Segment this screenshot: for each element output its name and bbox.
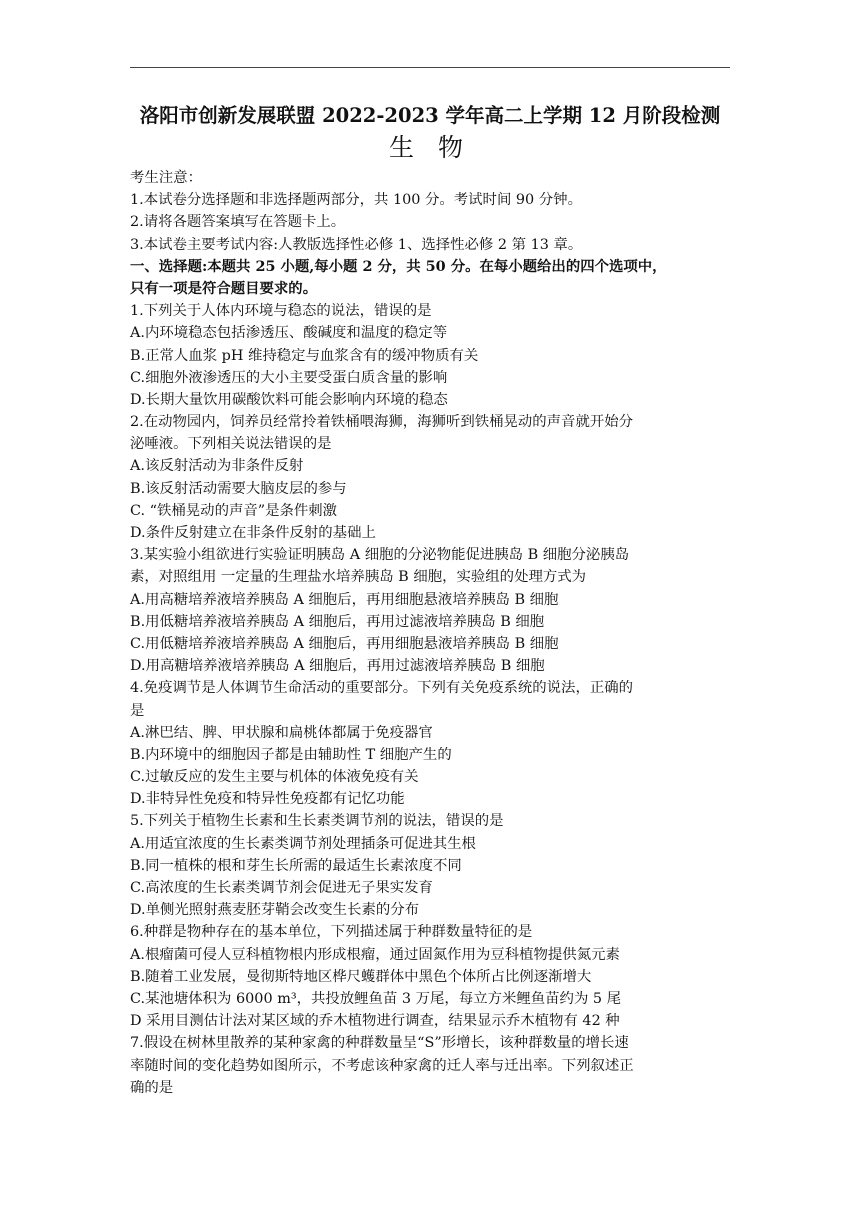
answer-option: C. “铁桶晃动的声音”是条件刺激 [130, 502, 338, 519]
question-stem: 6.种群是物种存在的基本单位，下列描述属于种群数量特征的是 [130, 924, 533, 941]
question-stem: 1.下列关于人体内环境与稳态的说法，错误的是 [130, 303, 432, 320]
answer-option: B.该反射活动需要大脑皮层的参与 [130, 480, 347, 497]
answer-option: A.内环境稳态包括渗透压、酸碱度和温度的稳定等 [130, 325, 448, 342]
answer-option: B.内环境中的细胞因子都是由辅助性 T 细胞产生的 [130, 746, 452, 763]
question-stem: 泌唾液。下列相关说法错误的是 [130, 436, 332, 453]
exam-body [130, 167, 735, 1099]
question-stem: 2.在动物园内，饲养员经常拎着铁桶喂海狮，海狮听到铁桶晃动的声音就开始分 [130, 414, 634, 431]
answer-option: A.淋巴结、脾、甲状腺和扁桃体都属于免疫器官 [130, 724, 433, 741]
answer-option: C.某池塘体积为 6000 m³，共投放鲤鱼苗 3 万尾，每立方米鲤鱼苗约为 5 尾 [130, 990, 622, 1007]
subject-title: 生 物 [389, 133, 471, 162]
question-3 [130, 544, 735, 677]
answer-option: C.高浓度的生长素类调节剂会促进无子果实发育 [130, 880, 433, 896]
question-stem: 4.免疫调节是人体调节生命活动的重要部分。下列有关免疫系统的说法，正确的 [130, 680, 634, 697]
answer-option: B.随着工业发展，曼彻斯特地区桦尺蠖群体中黑色个体所占比例逐渐增大 [130, 968, 592, 985]
answer-option: C.用低糖培养液培养胰岛 A 细胞后，再用细胞悬液培养胰岛 B 细胞 [130, 635, 559, 652]
answer-option: D.非特异性免疫和特异性免疫都有记忆功能 [130, 791, 405, 808]
answer-option: B.正常人血浆 pH 维持稳定与血浆含有的缓冲物质有关 [130, 347, 479, 364]
exam-title: 洛阳市创新发展联盟 2022-2023 学年高二上学期 12 月阶段检测 [139, 104, 721, 127]
question-4 [130, 677, 735, 810]
question-2 [130, 411, 735, 544]
answer-option: A.该反射活动为非条件反射 [130, 458, 304, 475]
notice-item: 1.本试卷分选择题和非选择题两部分，共 100 分。考试时间 90 分钟。 [130, 192, 582, 209]
answer-option: D.单侧光照射燕麦胚芽鞘会改变生长素的分布 [130, 902, 420, 919]
answer-option: D.用高糖培养液培养胰岛 A 细胞后，再用过滤液培养胰岛 B 细胞 [130, 658, 545, 675]
question-stem: 确的是 [130, 1079, 174, 1096]
answer-option: B.用低糖培养液培养胰岛 A 细胞后，再用过滤液培养胰岛 B 细胞 [130, 613, 545, 630]
answer-option: D 采用目测估计法对某区域的乔木植物进行调查，结果显示乔木植物有 42 种 [130, 1013, 620, 1030]
header-rule [130, 67, 730, 68]
question-stem: 是 [130, 702, 145, 719]
answer-option: A.根瘤菌可侵人豆科植物根内形成根瘤，通过固氮作用为豆科植物提供氮元素 [130, 946, 620, 963]
answer-option: C.过敏反应的发生主要与机体的体液免疫有关 [130, 769, 419, 786]
notice-item: 2.请将各题答案填写在答题卡上。 [130, 214, 346, 231]
question-stem: 率随时间的变化趋势如图所示，不考虑该种家禽的迁人率与迁出率。下列叙述正 [130, 1057, 634, 1074]
question-stem: 素，对照组用 一定量的生理盐水培养胰岛 B 细胞，实验组的处理方式为 [130, 569, 587, 586]
question-5 [130, 810, 735, 921]
answer-option: D.条件反射建立在非条件反射的基础上 [130, 525, 376, 541]
question-7 [130, 1032, 735, 1099]
question-6 [130, 921, 735, 1032]
question-stem: 3.某实验小组欲进行实验证明胰岛 A 细胞的分泌物能促进胰岛 B 细胞分泌胰岛 [130, 547, 630, 564]
question-1 [130, 300, 735, 411]
question-stem: 7.假设在树林里散养的某种家禽的种群数量呈“S”形增长，该种群数量的增长速 [130, 1035, 629, 1052]
answer-option: A.用高糖培养液培养胰岛 A 细胞后，再用细胞悬液培养胰岛 B 细胞 [130, 591, 559, 608]
section-heading: 一、选择题:本题共 25 小题,每小题 2 分，共 50 分。在每小题给出的四个选项中， [130, 257, 667, 275]
notice-heading: 考生注意： [130, 170, 202, 186]
notice-item: 3.本试卷主要考试内容:人教版选择性必修 1、选择性必修 2 第 13 章。 [130, 236, 583, 253]
answer-option: B.同一植株的根和芽生长所需的最适生长素浓度不同 [130, 857, 462, 874]
answer-option: D.长期大量饮用碳酸饮料可能会影响内环境的稳态 [130, 391, 448, 408]
answer-option: C.细胞外液渗透压的大小主要受蛋白质含量的影响 [130, 369, 448, 386]
question-stem: 5.下列关于植物生长素和生长素类调节剂的说法，错误的是 [130, 813, 504, 830]
answer-option: A.用适宜浓度的生长素类调节剂处理插条可促进其生根 [130, 835, 476, 852]
section-heading: 只有一项是符合题目要求的。 [130, 279, 318, 297]
